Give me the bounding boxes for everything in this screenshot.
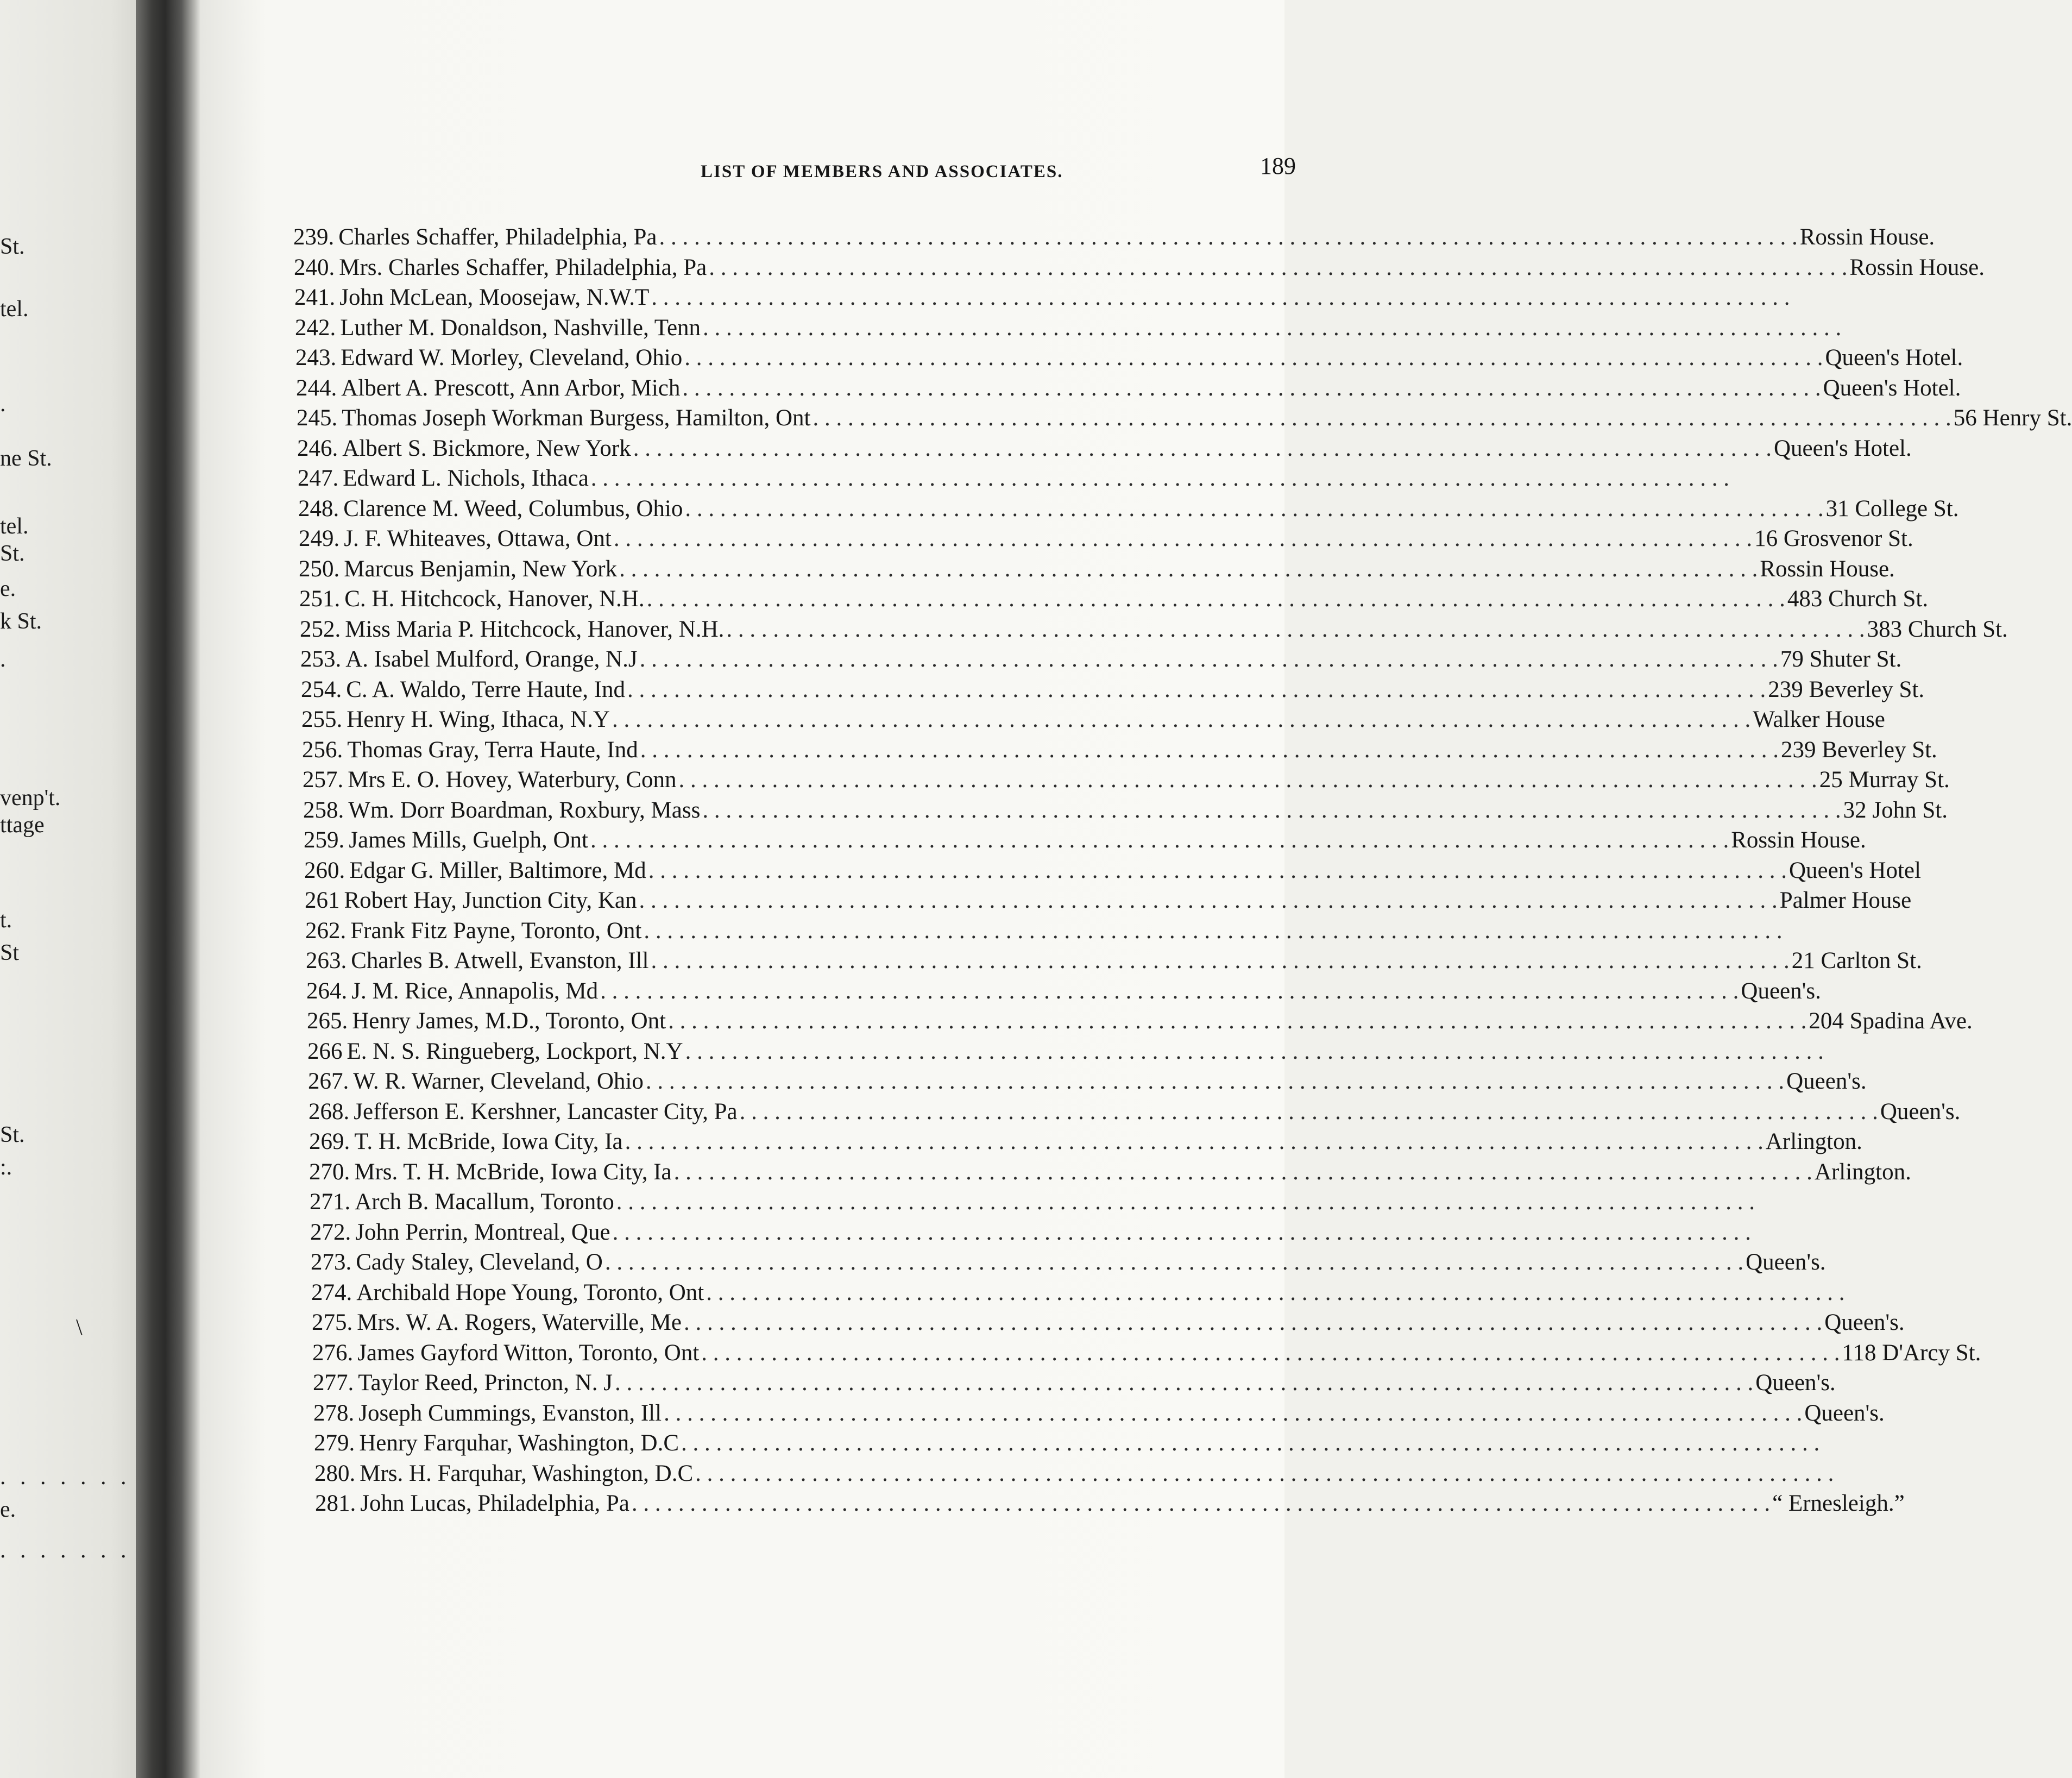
member-entry	[299, 525, 1913, 555]
member-name-location: Jefferson E. Kershner, Lancaster City, Pa	[354, 1099, 738, 1124]
entry-number: 276.	[312, 1340, 354, 1366]
entry-number: 272.	[310, 1220, 351, 1245]
member-name-location: Henry Farquhar, Washington, D.C	[359, 1430, 679, 1456]
member-name-location: C. H. Hitchcock, Hanover, N.H.	[344, 586, 645, 612]
dot-leader	[612, 706, 1750, 733]
member-entry	[314, 1430, 1130, 1459]
member-entry	[305, 887, 1912, 916]
dot-leader	[701, 1340, 1840, 1366]
facing-page-fragment: e.	[0, 1497, 16, 1522]
toronto-address: 25 Murray St.	[1819, 767, 1950, 793]
member-name-location: Mrs. H. Farquhar, Washington, D.C	[360, 1461, 694, 1486]
member-name-location: Edward W. Morley, Cleveland, Ohio	[341, 345, 683, 370]
dot-leader	[684, 1309, 1822, 1336]
facing-page-fragment: St.	[0, 234, 25, 259]
entry-number: 256.	[302, 737, 343, 763]
dot-leader	[651, 947, 1789, 974]
member-entry	[298, 465, 1130, 494]
member-name-location: John McLean, Moosejaw, N.W.T	[339, 285, 650, 310]
member-entry	[297, 435, 1912, 464]
toronto-address: Queen's.	[1824, 1310, 1905, 1335]
member-entry	[299, 556, 1895, 585]
toronto-address: Queen's Hotel.	[1774, 436, 1912, 461]
dot-leader	[648, 857, 1787, 884]
facing-page	[0, 0, 158, 1778]
facing-page-fragment: St.	[0, 541, 25, 566]
member-name-location: Mrs. T. H. McBride, Iowa City, Ia	[354, 1159, 672, 1185]
member-name-location: Luther M. Donaldson, Nashville, Tenn	[340, 315, 701, 341]
member-entry	[314, 1460, 1130, 1490]
member-name-location: Thomas Joseph Workman Burgess, Hamilton, Ont	[342, 405, 811, 431]
facing-page-fragment: . . . . . . .	[0, 1538, 131, 1563]
entry-number: 248.	[298, 496, 339, 522]
member-name-location: Henry H. Wing, Ithaca, N.Y	[347, 707, 610, 732]
entry-number: 250.	[299, 556, 340, 582]
toronto-address: 204 Spadina Ave.	[1809, 1008, 1973, 1034]
dot-leader	[647, 586, 1785, 612]
entry-number: 255.	[301, 707, 343, 732]
dot-leader	[616, 1189, 1755, 1215]
member-name-location: T. H. McBride, Iowa City, Ia	[354, 1129, 623, 1154]
dot-leader	[664, 1400, 1802, 1427]
member-entry	[305, 918, 1130, 947]
entry-number: 273.	[311, 1249, 352, 1275]
facing-page-fragment: tel.	[0, 514, 29, 539]
toronto-address: Rossin House.	[1849, 255, 1985, 280]
dot-leader	[640, 646, 1778, 673]
facing-page-fragment: ttage	[0, 813, 45, 838]
member-name-location: Charles Schaffer, Philadelphia, Pa	[338, 224, 657, 250]
facing-page-fragment: .	[0, 647, 6, 672]
member-name-location: W. R. Warner, Cleveland, Ohio	[353, 1069, 644, 1094]
member-entry	[303, 767, 1950, 796]
toronto-address: 56 Henry St.	[1953, 405, 2072, 431]
facing-page-fragment: St.	[0, 1122, 25, 1147]
member-entry	[306, 947, 1922, 977]
toronto-address: Queen's.	[1880, 1099, 1961, 1124]
facing-page-fragment: tel.	[0, 297, 29, 322]
member-name-location: Cady Staley, Cleveland, O	[356, 1249, 603, 1275]
member-name-location: Mrs E. O. Hovey, Waterbury, Conn	[348, 767, 677, 793]
toronto-address: 239 Beverley St.	[1780, 737, 1937, 763]
entry-number: 280.	[314, 1461, 356, 1486]
entry-number: 257.	[303, 767, 344, 793]
entry-number: 243.	[295, 345, 337, 370]
member-name-location: Albert S. Bickmore, New York	[342, 436, 631, 461]
dot-leader	[651, 284, 1790, 311]
entry-number: 278.	[313, 1400, 355, 1426]
dot-leader	[684, 344, 1823, 371]
member-entry	[294, 254, 1985, 284]
entry-number: 279.	[314, 1430, 355, 1456]
entry-number: 253.	[300, 646, 342, 672]
dot-leader	[614, 525, 1752, 552]
member-entry	[302, 737, 1937, 766]
toronto-address: Arlington.	[1765, 1129, 1862, 1154]
member-name-location: J. M. Rice, Annapolis, Md	[351, 978, 599, 1004]
toronto-address: Rossin House.	[1760, 556, 1895, 582]
member-entry	[312, 1340, 1981, 1369]
member-entry	[311, 1279, 1130, 1309]
member-entry	[313, 1369, 1836, 1399]
member-name-location: Albert A. Prescott, Ann Arbor, Mich	[341, 375, 681, 401]
entry-number: 242.	[295, 315, 336, 341]
dot-leader	[740, 1098, 1878, 1125]
entry-number: 271.	[310, 1189, 351, 1215]
member-name-location: Frank Fitz Payne, Toronto, Ont	[350, 918, 642, 944]
member-entry	[293, 224, 1935, 253]
entry-number: 249.	[299, 526, 340, 551]
entry-number: 266	[307, 1039, 343, 1064]
toronto-address: Queen's.	[1786, 1069, 1867, 1094]
dot-leader	[685, 1038, 1824, 1065]
facing-page-fragment: :.	[0, 1155, 12, 1180]
entry-number: 259.	[304, 827, 345, 853]
member-entry	[304, 857, 1921, 887]
toronto-address: 118 D'Arcy St.	[1842, 1340, 1981, 1366]
entry-number: 264.	[306, 978, 348, 1004]
facing-page-fragment: e.	[0, 576, 16, 601]
member-entry	[304, 827, 1866, 856]
member-entry	[295, 344, 1963, 374]
member-name-location: C. A. Waldo, Terre Haute, Ind	[346, 677, 626, 702]
dot-leader	[695, 1460, 1834, 1487]
member-name-location: Mrs. W. A. Rogers, Waterville, Me	[357, 1310, 682, 1335]
facing-page-fragment: \	[76, 1315, 83, 1340]
member-name-location: Wm. Dorr Boardman, Roxbury, Mass	[348, 797, 701, 823]
toronto-address: 483 Church St.	[1787, 586, 1929, 612]
dot-leader	[726, 616, 1865, 643]
entry-number: 281.	[315, 1491, 356, 1516]
toronto-address: Rossin House.	[1799, 224, 1935, 250]
member-name-location: John Lucas, Philadelphia, Pa	[360, 1491, 629, 1516]
dot-leader	[619, 556, 1758, 582]
member-entry	[306, 978, 1821, 1007]
entry-number: 245.	[297, 405, 338, 431]
member-entry	[308, 1068, 1867, 1097]
entry-number: 260.	[304, 858, 345, 883]
member-entry	[311, 1249, 1826, 1278]
entry-number: 240.	[294, 255, 335, 280]
toronto-address: 16 Grosvenor St.	[1754, 526, 1913, 551]
member-entry	[310, 1189, 1130, 1218]
member-name-location: Arch B. Macallum, Toronto	[355, 1189, 614, 1215]
member-entry	[309, 1159, 1911, 1188]
dot-leader	[613, 1219, 1751, 1246]
member-name-location: J. F. Whiteaves, Ottawa, Ont	[344, 526, 612, 551]
entry-number: 254.	[301, 677, 342, 702]
member-entry	[298, 495, 1959, 525]
member-name-location: Marcus Benjamin, New York	[344, 556, 618, 582]
member-name-location: A. Isabel Mulford, Orange, N.J	[345, 646, 638, 672]
dot-leader	[605, 1249, 1743, 1276]
member-name-location: Robert Hay, Junction City, Kan	[344, 888, 637, 913]
member-entry	[303, 797, 1948, 826]
facing-page-fragment: k St.	[0, 609, 42, 634]
member-entry	[300, 616, 2008, 645]
member-name-location: Edgar G. Miller, Baltimore, Md	[349, 858, 646, 883]
entry-number: 251.	[299, 586, 341, 612]
toronto-address: 21 Carlton St.	[1791, 948, 1922, 973]
dot-leader	[674, 1159, 1812, 1185]
dot-leader	[625, 1128, 1764, 1155]
facing-page-fragment: .	[0, 392, 6, 417]
member-entry	[310, 1219, 1130, 1248]
dot-leader	[668, 1008, 1806, 1034]
dot-leader	[646, 1068, 1784, 1095]
dot-leader	[632, 1490, 1770, 1517]
toronto-address: 31 College St.	[1825, 496, 1959, 522]
member-name-location: John Perrin, Montreal, Que	[355, 1220, 610, 1245]
member-name-location: Clarence M. Weed, Columbus, Ohio	[343, 496, 683, 522]
entry-number: 265.	[307, 1008, 348, 1034]
member-name-location: Henry James, M.D., Toronto, Ont	[352, 1008, 666, 1034]
member-entry	[295, 315, 1130, 344]
entry-number: 252.	[300, 617, 341, 642]
toronto-address: Queen's Hotel	[1788, 858, 1921, 883]
toronto-address: Queen's.	[1804, 1400, 1885, 1426]
entry-number: 258.	[303, 797, 344, 823]
toronto-address: “ Ernesleigh.”	[1772, 1491, 1905, 1516]
member-name-location: Joseph Cummings, Evanston, Ill	[358, 1400, 662, 1426]
entry-number: 275.	[312, 1310, 353, 1335]
member-entry	[308, 1098, 1961, 1128]
dot-leader	[639, 887, 1778, 914]
dot-leader	[590, 827, 1729, 853]
member-entry	[294, 284, 1130, 313]
member-name-location: Thomas Gray, Terra Haute, Ind	[347, 737, 638, 763]
member-entry	[301, 706, 1885, 736]
dot-leader	[682, 375, 1821, 401]
dot-leader	[659, 224, 1797, 250]
entry-number: 270.	[309, 1159, 350, 1185]
toronto-address: Queen's.	[1755, 1370, 1836, 1396]
facing-page-fragment: St	[0, 940, 20, 965]
toronto-address: 383 Church St.	[1867, 617, 2008, 642]
entry-number: 247.	[298, 466, 339, 491]
facing-page-fragment: ne St.	[0, 446, 52, 471]
dot-leader	[703, 315, 1841, 341]
toronto-address: Queen's Hotel.	[1823, 375, 1961, 401]
dot-leader	[644, 918, 1782, 944]
entry-number: 277.	[313, 1370, 354, 1396]
dot-leader	[706, 1279, 1844, 1306]
dot-leader	[633, 435, 1772, 462]
entry-number: 268.	[308, 1099, 350, 1124]
entry-number: 267.	[308, 1069, 349, 1094]
toronto-address: Queen's.	[1741, 978, 1821, 1004]
member-name-location: E. N. S. Ringueberg, Lockport, N.Y	[347, 1039, 683, 1064]
member-entry	[313, 1400, 1885, 1429]
page	[201, 0, 2072, 1778]
entry-number: 274.	[311, 1280, 352, 1305]
entry-number: 269.	[309, 1129, 350, 1154]
toronto-address: Walker House	[1753, 707, 1885, 732]
toronto-address: Queen's.	[1746, 1249, 1826, 1275]
entry-number: 263.	[306, 948, 347, 973]
page-header: LIST OF MEMBERS AND ASSOCIATES.	[701, 162, 1063, 181]
book-gutter	[136, 0, 201, 1778]
toronto-address: Arlington.	[1814, 1159, 1911, 1185]
member-entry	[309, 1128, 1862, 1158]
facing-page-fragment: t.	[0, 908, 12, 933]
dot-leader	[681, 1430, 1819, 1456]
entry-number: 246.	[297, 436, 338, 461]
toronto-address: Rossin House.	[1731, 827, 1866, 853]
dot-leader	[615, 1369, 1753, 1396]
entry-number: 261	[305, 888, 340, 913]
dot-leader	[813, 405, 1951, 431]
member-name-location: Taylor Reed, Princton, N. J	[358, 1370, 613, 1396]
member-entry	[300, 646, 1902, 675]
facing-page-fragment: . . . . . . .	[0, 1465, 131, 1490]
member-entry	[297, 405, 2072, 434]
member-entry	[301, 676, 1925, 706]
member-entry	[299, 586, 1929, 615]
dot-leader	[591, 465, 1729, 492]
dot-leader	[600, 978, 1739, 1004]
toronto-address: 239 Beverley St.	[1768, 677, 1925, 702]
dot-leader	[709, 254, 1847, 281]
member-entry	[307, 1038, 1130, 1067]
member-entry	[296, 375, 1961, 404]
facing-page-fragment: venp't.	[0, 786, 61, 811]
member-name-location: James Mills, Guelph, Ont	[349, 827, 588, 853]
member-name-location: Miss Maria P. Hitchcock, Hanover, N.H.	[345, 617, 725, 642]
dot-leader	[678, 767, 1817, 793]
member-name-location: Charles B. Atwell, Evanston, Ill	[351, 948, 649, 973]
member-name-location: James Gayford Witton, Toronto, Ont	[357, 1340, 700, 1366]
entry-number: 241.	[294, 285, 336, 310]
member-entry	[312, 1309, 1905, 1339]
member-entry	[307, 1008, 1973, 1037]
toronto-address: Palmer House	[1779, 888, 1912, 913]
page-number: 189	[1260, 153, 1296, 179]
dot-leader	[640, 737, 1779, 763]
toronto-address: 32 John St.	[1843, 797, 1948, 823]
member-name-location: Mrs. Charles Schaffer, Philadelphia, Pa	[339, 255, 707, 280]
entry-number: 262.	[305, 918, 347, 944]
member-name-location: Edward L. Nichols, Ithaca	[343, 466, 589, 491]
entry-number: 239.	[293, 224, 335, 250]
toronto-address: 79 Shuter St.	[1780, 646, 1902, 672]
entry-number: 244.	[296, 375, 337, 401]
member-entry	[315, 1490, 1905, 1519]
toronto-address: Queen's Hotel.	[1825, 345, 1963, 370]
dot-leader	[702, 797, 1841, 824]
dot-leader	[685, 495, 1823, 522]
dot-leader	[627, 676, 1766, 703]
member-name-location: Archibald Hope Young, Toronto, Ont	[356, 1280, 704, 1305]
